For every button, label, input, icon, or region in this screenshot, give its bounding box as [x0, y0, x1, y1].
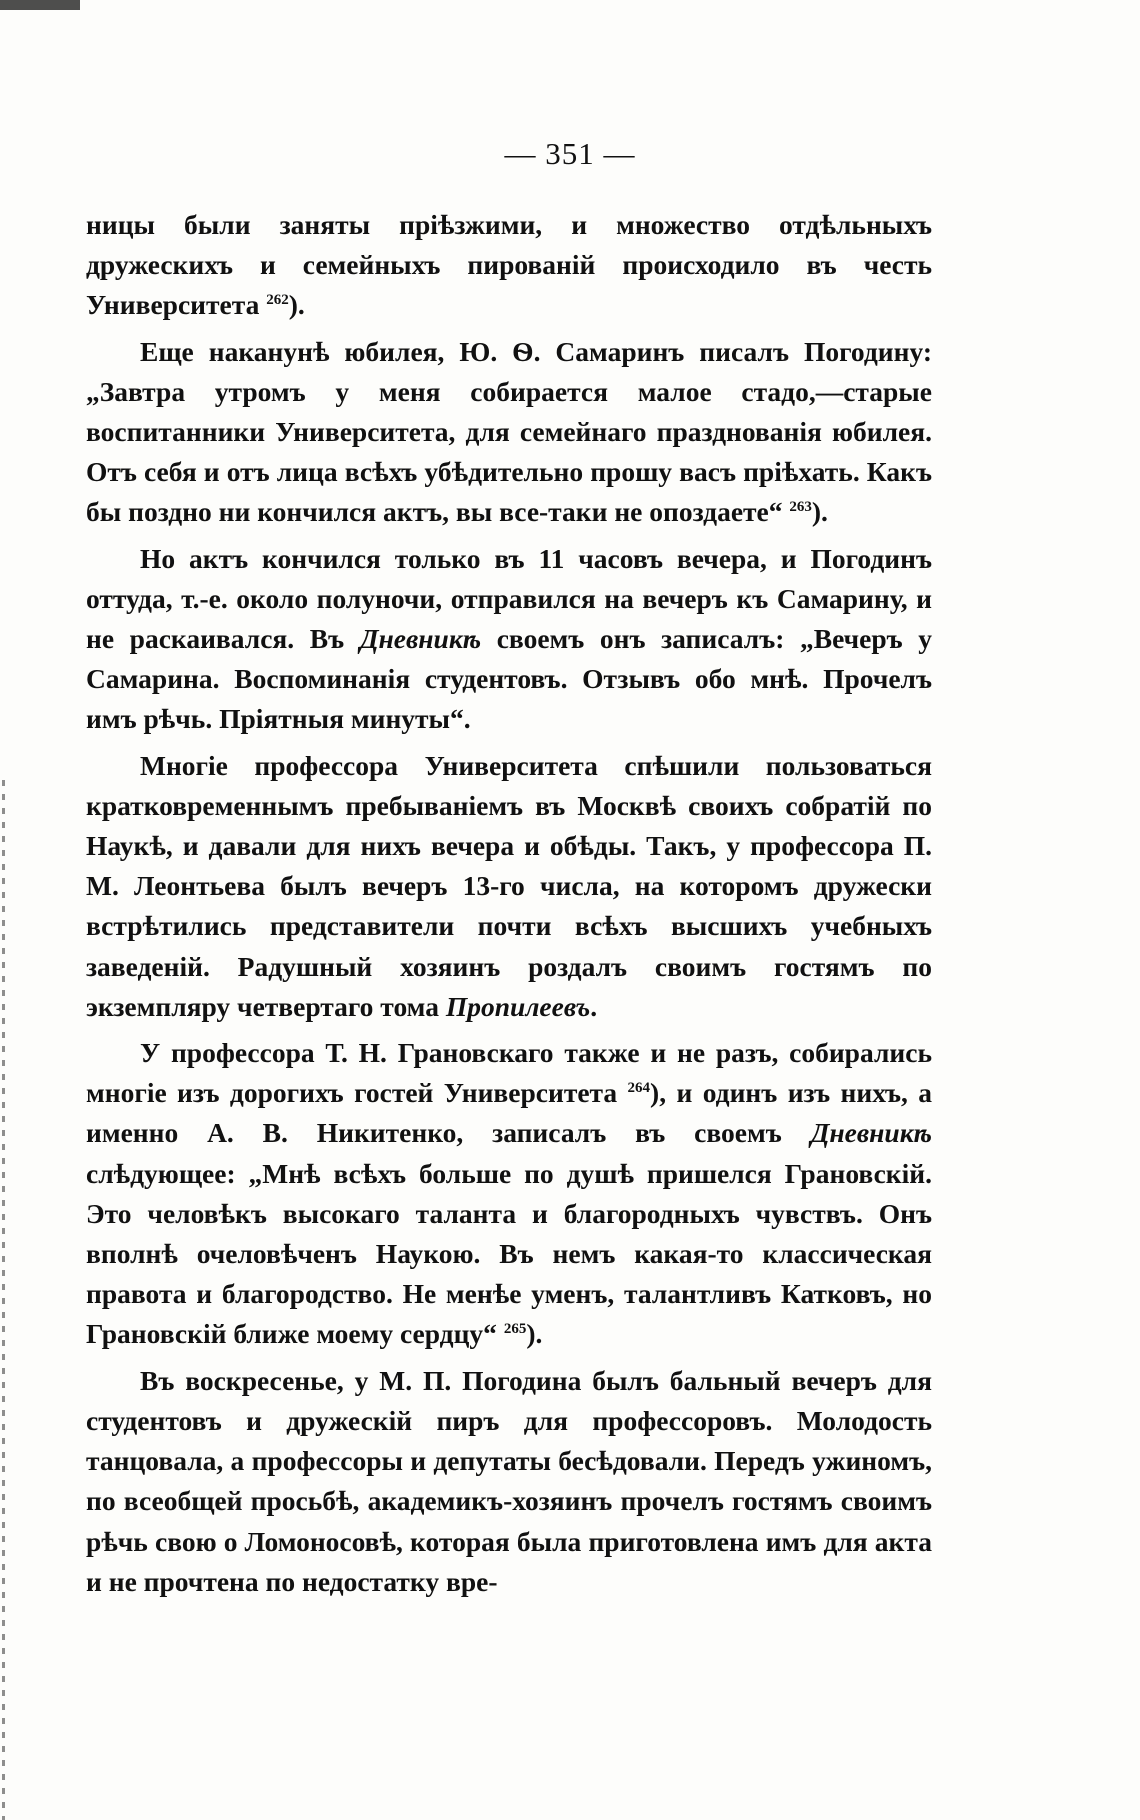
italic-title: Дневникѣ: [359, 623, 482, 655]
text-run: ницы были заняты пріѣзжими, и множество отдѣльныхъ дружескихъ и семейныхъ пированій происходило въ честь Университета: [86, 209, 932, 321]
paragraph: [86, 205, 932, 326]
scan-corner-mark: [0, 0, 80, 10]
italic-title: Пропилеевъ: [445, 990, 591, 1022]
italic-title: Дневникѣ: [810, 1117, 932, 1149]
scan-margin-line: [2, 780, 5, 1820]
paragraph: [86, 746, 932, 1027]
paragraph: [86, 1033, 932, 1355]
paragraph: [86, 1361, 932, 1602]
text-run: У профессора Т. Н. Грановскаго также и не разъ, собирались многіе изъ дорогихъ гостей Университета: [86, 1037, 932, 1109]
footnote-ref: 262: [266, 292, 289, 309]
text-run: слѣдующее: „Мнѣ всѣхъ больше по душѣ пришелся Грановскій. Это человѣкъ высокаго таланта и благородныхъ чувствъ. Онъ вполнѣ очеловѣченъ Наукою. Въ немъ какая-то классическая правота и благородство. Не менѣе уменъ, талантливъ Катковъ, но Грановскій ближе моему сердцу“: [86, 1157, 932, 1350]
text-run: ).: [526, 1318, 543, 1350]
text-run: Еще наканунѣ юбилея, Ю. Ѳ. Самаринъ писалъ Погодину: „Завтра утромъ у меня собирается малое стадо,—старые воспитанники Университета, для семейнаго празднованія юбилея. Отъ себя и отъ лица всѣхъ убѣдительно прошу васъ пріѣхать. Какъ бы поздно ни кончился актъ, вы все-таки не опоздаете“: [86, 335, 932, 528]
paragraph: [86, 332, 932, 533]
footnote-ref: 264: [627, 1080, 651, 1097]
text-run: Многіе профессора Университета спѣшили пользоваться кратковременнымъ пребываніемъ въ Москвѣ своихъ собратій по Наукѣ, и давали для нихъ вечера и обѣды. Такъ, у профессора П. М. Леонтьева былъ вечеръ 13-го числа, на которомъ дружески встрѣтились представители почти всѣхъ высшихъ учебныхъ заведеній. Радушный хозяинъ роздалъ своимъ гостямъ по экземпляру четвертаго тома: [86, 749, 932, 1022]
body-text: [86, 205, 932, 1608]
text-run: ).: [811, 496, 828, 528]
text-run: ).: [288, 289, 305, 321]
text-run: Но актъ кончился только въ 11 часовъ вечера, и Погодинъ оттуда, т.-е. около полуночи, отправился на вечеръ къ Самарину, и не раскаивался. Въ: [86, 542, 932, 655]
text-run: Въ воскресенье, у М. П. Погодина былъ бальный вечеръ для студентовъ и дружескій пиръ для профессоровъ. Молодость танцовала, а профессоры и депутаты бесѣдовали. Передъ ужиномъ, по всеобщей просьбѣ, академикъ-хозяинъ прочелъ гостямъ своимъ рѣчь свою о Ломоносовѣ, которая была приготовлена имъ для акта и не прочтена по недостатку вре-: [86, 1364, 932, 1597]
page-number: — 351 —: [504, 136, 636, 171]
paragraph: [86, 539, 932, 740]
text-run: ), и одинъ изъ нихъ, а именно А. В. Никитенко, записалъ въ своемъ: [86, 1077, 932, 1149]
footnote-ref: 263: [789, 499, 812, 516]
text-run: своемъ онъ записалъ: „Вечеръ у Самарина. Воспоминанія студентовъ. Отзывъ обо мнѣ. Прочелъ имъ рѣчь. Пріятныя минуты“.: [86, 623, 932, 735]
footnote-ref: 265: [503, 1321, 527, 1338]
text-run: .: [590, 990, 598, 1022]
